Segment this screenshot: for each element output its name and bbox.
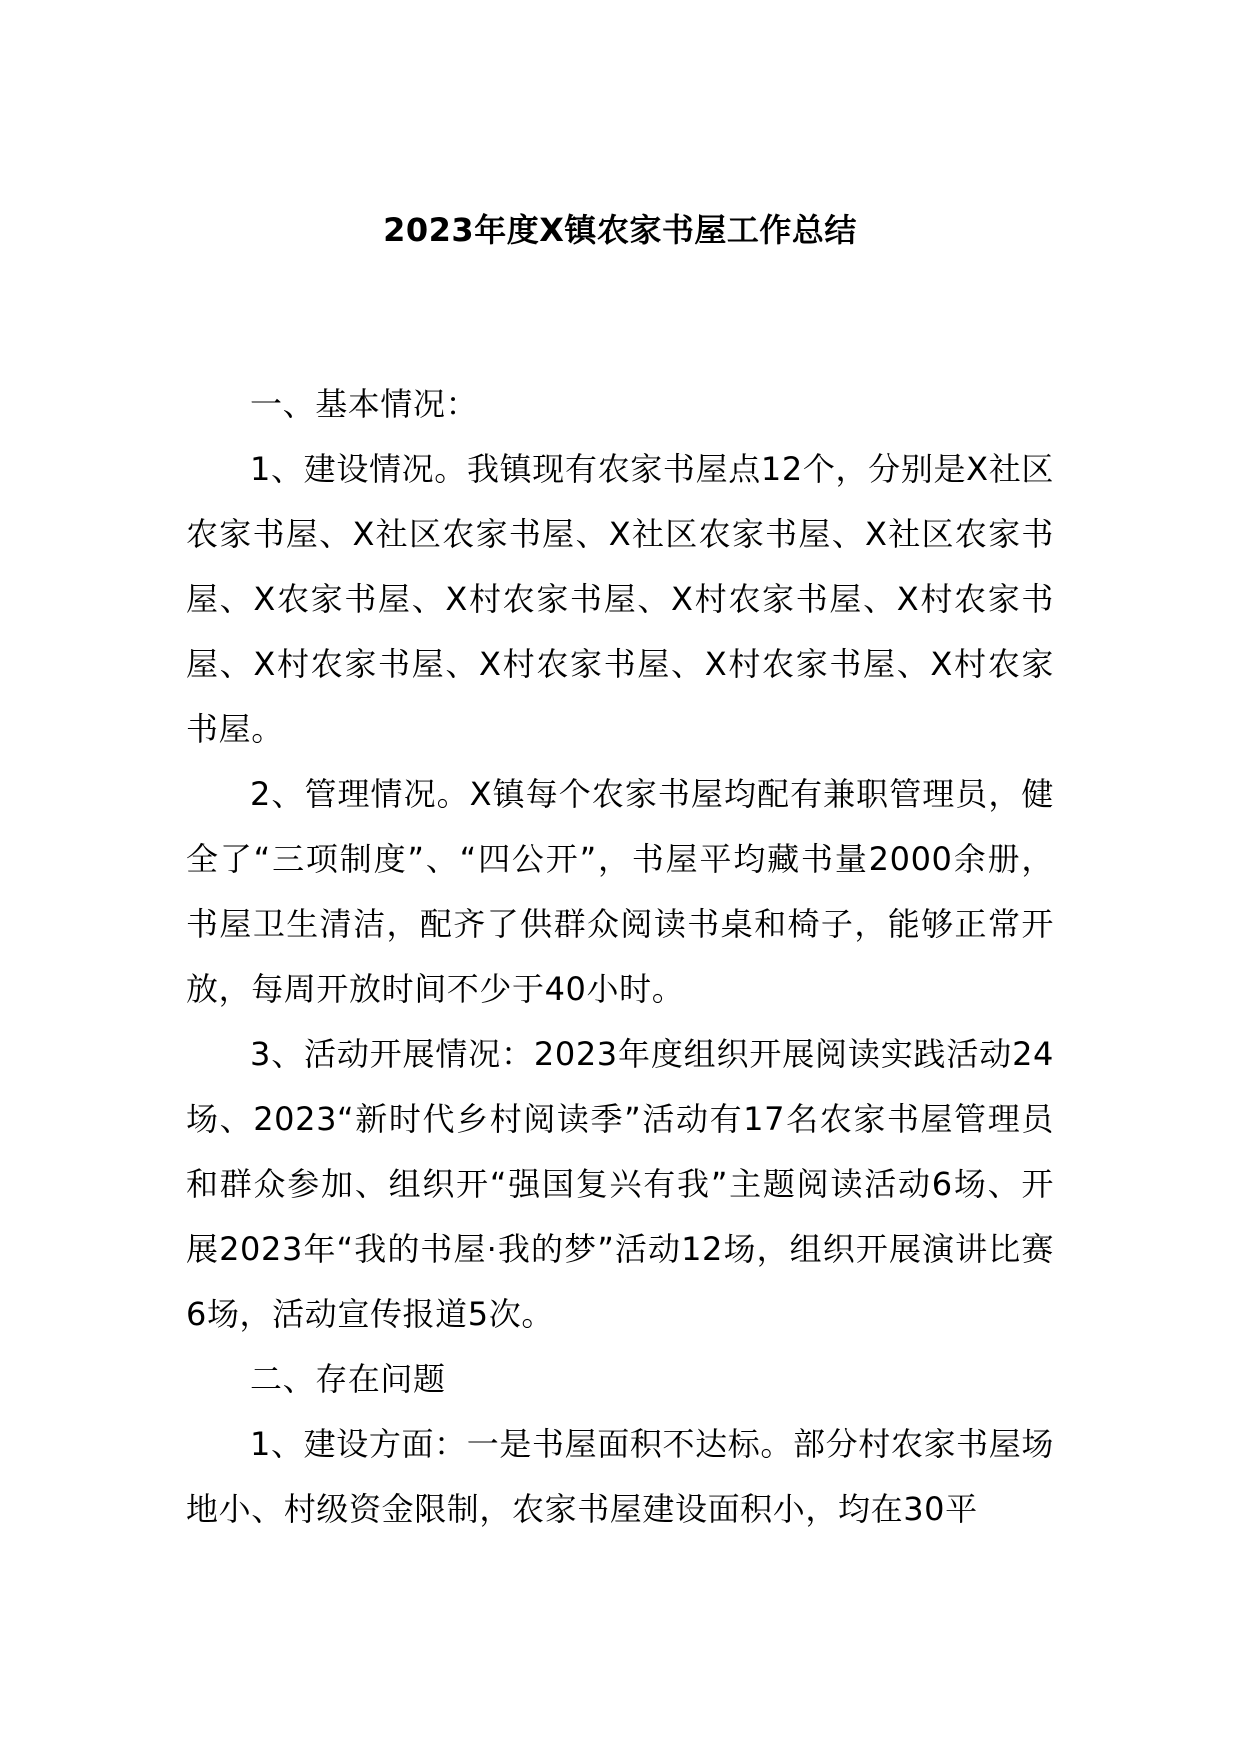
- section-heading-problems: 二、存在问题: [250, 1360, 446, 1398]
- section-heading-basic-situation: 一、基本情况：: [250, 385, 479, 423]
- paragraph-construction: 1、建设情况。我镇现有农家书屋点12个，分别是X社区农家书屋、X社区农家书屋、X社区农家书屋、X社区农家书屋、X农家书屋、X村农家书屋、X村农家书屋、X村农家书屋、X村农家书屋、X村农家书屋、X村农家书屋、X村农家书屋。: [186, 450, 1054, 748]
- document-body: [186, 372, 1054, 1542]
- paragraph-construction-issues: 1、建设方面：一是书屋面积不达标。部分村农家书屋场地小、村级资金限制，农家书屋建设面积小，均在30平: [186, 1425, 1054, 1528]
- paragraph-management: 2、管理情况。X镇每个农家书屋均配有兼职管理员，健全了“三项制度”、“四公开”，书屋平均藏书量2000余册，书屋卫生清洁，配齐了供群众阅读书桌和椅子，能够正常开放，每周开放时间不少于40小时。: [186, 775, 1054, 1008]
- paragraph-activities: 3、活动开展情况：2023年度组织开展阅读实践活动24场、2023“新时代乡村阅读季”活动有17名农家书屋管理员和群众参加、组织开“强国复兴有我”主题阅读活动6场、开展2023年“我的书屋·我的梦”活动12场，组织开展演讲比赛6场，活动宣传报道5次。: [186, 1035, 1054, 1333]
- document-title: 2023年度X镇农家书屋工作总结: [383, 211, 857, 249]
